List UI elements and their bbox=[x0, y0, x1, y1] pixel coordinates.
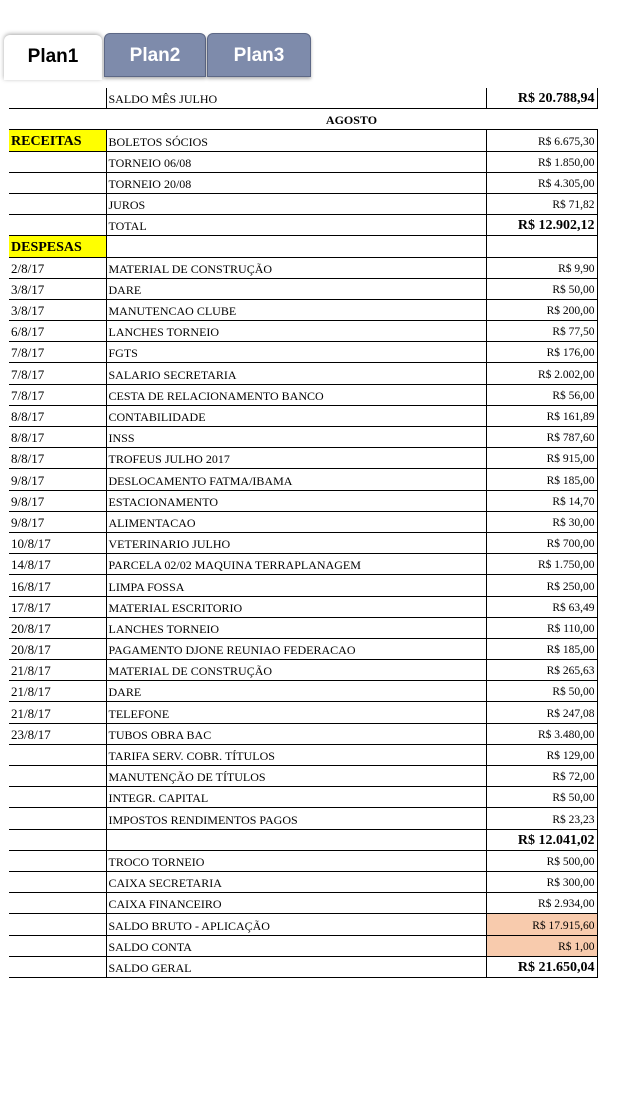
table-row bbox=[9, 596, 597, 617]
expense-value[interactable]: R$ 915,00 bbox=[486, 448, 597, 469]
expense-value[interactable]: R$ 50,00 bbox=[486, 278, 597, 299]
expense-date[interactable]: 21/8/17 bbox=[9, 660, 106, 681]
expense-value[interactable]: R$ 9,90 bbox=[486, 257, 597, 278]
expense-desc[interactable]: TARIFA SERV. COBR. TÍTULOS bbox=[106, 744, 486, 765]
expense-desc[interactable]: LIMPA FOSSA bbox=[106, 575, 486, 596]
table-row bbox=[9, 575, 597, 596]
table-row bbox=[9, 554, 597, 575]
expense-date[interactable]: 14/8/17 bbox=[9, 554, 106, 575]
table-row bbox=[9, 151, 597, 172]
expense-date[interactable]: 3/8/17 bbox=[9, 299, 106, 320]
table-row bbox=[9, 766, 597, 787]
table-row bbox=[9, 829, 597, 850]
summary-desc[interactable]: CAIXA SECRETARIA bbox=[106, 871, 486, 892]
receitas-total-label[interactable]: TOTAL bbox=[106, 215, 486, 236]
receita-value[interactable]: R$ 6.675,30 bbox=[486, 130, 597, 151]
cell[interactable] bbox=[486, 236, 597, 257]
table-row bbox=[9, 321, 597, 342]
expense-value[interactable]: R$ 56,00 bbox=[486, 384, 597, 405]
expense-date[interactable]: 9/8/17 bbox=[9, 511, 106, 532]
expense-desc[interactable]: INSS bbox=[106, 427, 486, 448]
expense-date[interactable]: 8/8/17 bbox=[9, 427, 106, 448]
table-row bbox=[9, 384, 597, 405]
expense-date[interactable]: 23/8/17 bbox=[9, 723, 106, 744]
table-row bbox=[9, 215, 597, 236]
expense-date[interactable]: 16/8/17 bbox=[9, 575, 106, 596]
table-row bbox=[9, 893, 597, 914]
receita-value[interactable]: R$ 71,82 bbox=[486, 193, 597, 214]
cell[interactable] bbox=[9, 109, 106, 130]
tab-plan3[interactable]: Plan3 bbox=[207, 33, 311, 77]
table-row bbox=[9, 469, 597, 490]
saldo-geral-label[interactable]: SALDO GERAL bbox=[106, 956, 486, 977]
table-row bbox=[9, 511, 597, 532]
summary-value[interactable]: R$ 1,00 bbox=[486, 935, 597, 956]
table-row bbox=[9, 871, 597, 892]
table-row bbox=[9, 278, 597, 299]
saldo-geral-value[interactable]: R$ 21.650,04 bbox=[486, 956, 597, 977]
cell[interactable] bbox=[9, 88, 106, 109]
expense-value[interactable]: R$ 787,60 bbox=[486, 427, 597, 448]
summary-value[interactable]: R$ 500,00 bbox=[486, 850, 597, 871]
cell[interactable] bbox=[9, 914, 106, 935]
table-row bbox=[9, 427, 597, 448]
expense-value[interactable]: R$ 250,00 bbox=[486, 575, 597, 596]
table-row bbox=[9, 490, 597, 511]
table-row bbox=[9, 193, 597, 214]
cell[interactable] bbox=[9, 193, 106, 214]
saldo-julho-value[interactable]: R$ 20.788,94 bbox=[486, 88, 597, 109]
expense-date[interactable] bbox=[9, 744, 106, 765]
cell[interactable] bbox=[9, 850, 106, 871]
expense-desc[interactable]: CONTABILIDADE bbox=[106, 405, 486, 426]
expense-value[interactable]: R$ 50,00 bbox=[486, 787, 597, 808]
summary-desc[interactable]: SALDO CONTA bbox=[106, 935, 486, 956]
cell[interactable] bbox=[9, 871, 106, 892]
table-row bbox=[9, 448, 597, 469]
table-row bbox=[9, 532, 597, 553]
expense-desc[interactable]: MATERIAL ESCRITORIO bbox=[106, 596, 486, 617]
table-row bbox=[9, 109, 597, 130]
cell[interactable] bbox=[9, 956, 106, 977]
expense-desc[interactable]: TUBOS OBRA BAC bbox=[106, 723, 486, 744]
expense-desc[interactable]: TELEFONE bbox=[106, 702, 486, 723]
receita-desc[interactable]: BOLETOS SÓCIOS bbox=[106, 130, 486, 151]
expense-date[interactable]: 7/8/17 bbox=[9, 384, 106, 405]
expense-date[interactable]: 8/8/17 bbox=[9, 448, 106, 469]
month-header[interactable]: AGOSTO bbox=[106, 109, 597, 130]
expense-date[interactable]: 17/8/17 bbox=[9, 596, 106, 617]
expense-desc[interactable]: FGTS bbox=[106, 342, 486, 363]
receita-desc[interactable]: JUROS bbox=[106, 193, 486, 214]
expense-desc[interactable]: VETERINARIO JULHO bbox=[106, 532, 486, 553]
expense-value[interactable]: R$ 3.480,00 bbox=[486, 723, 597, 744]
expense-date[interactable]: 3/8/17 bbox=[9, 278, 106, 299]
expense-desc[interactable]: ALIMENTACAO bbox=[106, 511, 486, 532]
summary-desc[interactable]: TROCO TORNEIO bbox=[106, 850, 486, 871]
expense-desc[interactable]: LANCHES TORNEIO bbox=[106, 321, 486, 342]
expense-value[interactable]: R$ 176,00 bbox=[486, 342, 597, 363]
cell[interactable] bbox=[9, 215, 106, 236]
table-row bbox=[9, 405, 597, 426]
table-row bbox=[9, 935, 597, 956]
summary-desc[interactable]: CAIXA FINANCEIRO bbox=[106, 893, 486, 914]
expense-date[interactable]: 20/8/17 bbox=[9, 617, 106, 638]
table-row bbox=[9, 363, 597, 384]
table-row bbox=[9, 88, 597, 109]
expense-value[interactable]: R$ 72,00 bbox=[486, 766, 597, 787]
expense-desc[interactable]: PARCELA 02/02 MAQUINA TERRAPLANAGEM bbox=[106, 554, 486, 575]
expense-value[interactable]: R$ 14,70 bbox=[486, 490, 597, 511]
cell[interactable] bbox=[9, 829, 106, 850]
spreadsheet-grid bbox=[9, 88, 598, 978]
table-row bbox=[9, 172, 597, 193]
receita-desc[interactable]: TORNEIO 20/08 bbox=[106, 172, 486, 193]
expense-desc[interactable]: MANUTENÇÃO DE TÍTULOS bbox=[106, 766, 486, 787]
cell[interactable] bbox=[9, 172, 106, 193]
expense-desc[interactable]: CESTA DE RELACIONAMENTO BANCO bbox=[106, 384, 486, 405]
expense-desc[interactable]: TROFEUS JULHO 2017 bbox=[106, 448, 486, 469]
expense-date[interactable] bbox=[9, 787, 106, 808]
table-row bbox=[9, 681, 597, 702]
expense-value[interactable]: R$ 200,00 bbox=[486, 299, 597, 320]
expense-desc[interactable]: MANUTENCAO CLUBE bbox=[106, 299, 486, 320]
table-row bbox=[9, 342, 597, 363]
table-row bbox=[9, 850, 597, 871]
expense-desc[interactable]: MATERIAL DE CONSTRUÇÃO bbox=[106, 257, 486, 278]
table-row bbox=[9, 914, 597, 935]
despesas-section-label[interactable]: DESPESAS bbox=[9, 236, 106, 257]
expense-desc[interactable]: LANCHES TORNEIO bbox=[106, 617, 486, 638]
expense-value[interactable]: R$ 30,00 bbox=[486, 511, 597, 532]
table-row bbox=[9, 744, 597, 765]
table-row bbox=[9, 808, 597, 829]
cell[interactable] bbox=[9, 935, 106, 956]
expense-date[interactable]: 7/8/17 bbox=[9, 342, 106, 363]
tab-plan1[interactable]: Plan1 bbox=[4, 35, 102, 80]
table-row bbox=[9, 617, 597, 638]
expense-date[interactable]: 21/8/17 bbox=[9, 702, 106, 723]
summary-desc[interactable]: SALDO BRUTO - APLICAÇÃO bbox=[106, 914, 486, 935]
table-row bbox=[9, 787, 597, 808]
table-row bbox=[9, 702, 597, 723]
receita-value[interactable]: R$ 4.305,00 bbox=[486, 172, 597, 193]
expense-value[interactable]: R$ 129,00 bbox=[486, 744, 597, 765]
receitas-section-label[interactable]: RECEITAS bbox=[9, 130, 106, 151]
expense-value[interactable]: R$ 63,49 bbox=[486, 596, 597, 617]
expense-value[interactable]: R$ 77,50 bbox=[486, 321, 597, 342]
receita-value[interactable]: R$ 1.850,00 bbox=[486, 151, 597, 172]
summary-rows bbox=[9, 850, 597, 956]
expense-date[interactable] bbox=[9, 808, 106, 829]
expense-value[interactable]: R$ 50,00 bbox=[486, 681, 597, 702]
expense-value[interactable]: R$ 185,00 bbox=[486, 469, 597, 490]
expense-date[interactable]: 21/8/17 bbox=[9, 681, 106, 702]
expense-value[interactable]: R$ 23,23 bbox=[486, 808, 597, 829]
expense-value[interactable]: R$ 265,63 bbox=[486, 660, 597, 681]
expense-value[interactable]: R$ 161,89 bbox=[486, 405, 597, 426]
table-row bbox=[9, 638, 597, 659]
tab-plan2[interactable]: Plan2 bbox=[104, 33, 206, 77]
expense-date[interactable]: 7/8/17 bbox=[9, 363, 106, 384]
expense-desc[interactable]: DESLOCAMENTO FATMA/IBAMA bbox=[106, 469, 486, 490]
expense-desc[interactable]: SALARIO SECRETARIA bbox=[106, 363, 486, 384]
table-row bbox=[9, 299, 597, 320]
expense-date[interactable]: 2/8/17 bbox=[9, 257, 106, 278]
table-row bbox=[9, 130, 597, 151]
expense-desc[interactable]: IMPOSTOS RENDIMENTOS PAGOS bbox=[106, 808, 486, 829]
expense-desc[interactable]: INTEGR. CAPITAL bbox=[106, 787, 486, 808]
table-row bbox=[9, 956, 597, 977]
expense-date[interactable]: 20/8/17 bbox=[9, 638, 106, 659]
expense-value[interactable]: R$ 110,00 bbox=[486, 617, 597, 638]
expense-desc[interactable]: DARE bbox=[106, 681, 486, 702]
despesas-rows bbox=[9, 257, 597, 829]
cell[interactable] bbox=[106, 829, 486, 850]
expense-date[interactable] bbox=[9, 766, 106, 787]
table-row bbox=[9, 236, 597, 257]
cell[interactable] bbox=[106, 236, 486, 257]
table-row bbox=[9, 660, 597, 681]
summary-value[interactable]: R$ 17.915,60 bbox=[486, 914, 597, 935]
expense-value[interactable]: R$ 700,00 bbox=[486, 532, 597, 553]
table-row bbox=[9, 723, 597, 744]
expense-desc[interactable]: ESTACIONAMENTO bbox=[106, 490, 486, 511]
expense-date[interactable]: 10/8/17 bbox=[9, 532, 106, 553]
summary-value[interactable]: R$ 2.934,00 bbox=[486, 893, 597, 914]
expense-desc[interactable]: MATERIAL DE CONSTRUÇÃO bbox=[106, 660, 486, 681]
expense-date[interactable]: 9/8/17 bbox=[9, 469, 106, 490]
saldo-julho-label[interactable]: SALDO MÊS JULHO bbox=[106, 88, 486, 109]
sheet-tab-bar bbox=[0, 0, 618, 88]
receita-desc[interactable]: TORNEIO 06/08 bbox=[106, 151, 486, 172]
despesas-total-value[interactable]: R$ 12.041,02 bbox=[486, 829, 597, 850]
expense-date[interactable]: 8/8/17 bbox=[9, 405, 106, 426]
cell[interactable] bbox=[9, 151, 106, 172]
expense-value[interactable]: R$ 247,08 bbox=[486, 702, 597, 723]
summary-value[interactable]: R$ 300,00 bbox=[486, 871, 597, 892]
expense-date[interactable]: 9/8/17 bbox=[9, 490, 106, 511]
expense-date[interactable]: 6/8/17 bbox=[9, 321, 106, 342]
table-row bbox=[9, 257, 597, 278]
expense-desc[interactable]: DARE bbox=[106, 278, 486, 299]
expense-value[interactable]: R$ 1.750,00 bbox=[486, 554, 597, 575]
cell[interactable] bbox=[9, 893, 106, 914]
expense-desc[interactable]: PAGAMENTO DJONE REUNIAO FEDERACAO bbox=[106, 638, 486, 659]
expense-value[interactable]: R$ 185,00 bbox=[486, 638, 597, 659]
expense-value[interactable]: R$ 2.002,00 bbox=[486, 363, 597, 384]
receitas-total-value[interactable]: R$ 12.902,12 bbox=[486, 215, 597, 236]
